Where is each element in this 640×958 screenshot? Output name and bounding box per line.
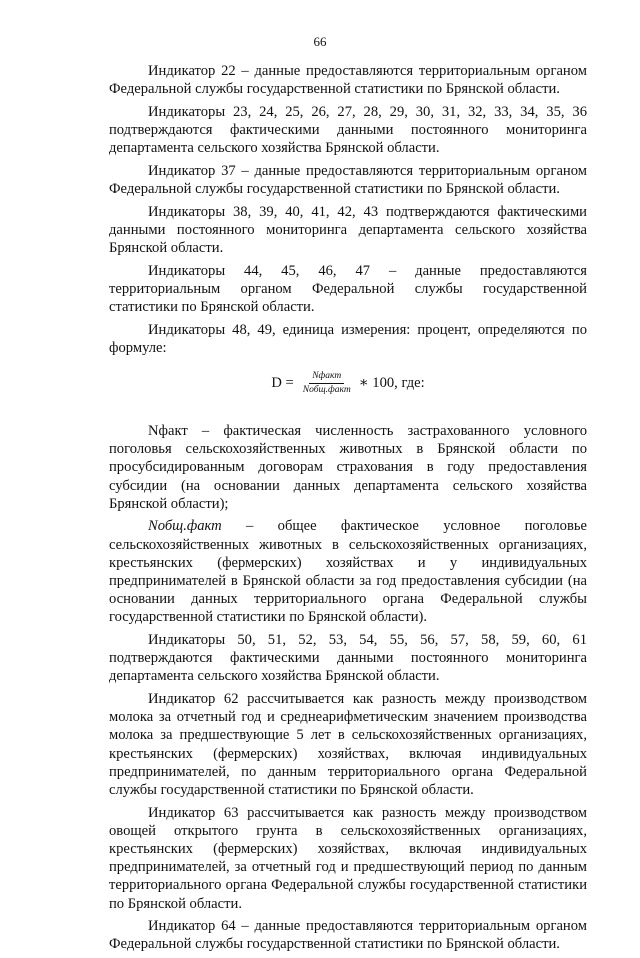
formula-rhs: ∗ 100, где: (358, 375, 425, 392)
formula-fraction (300, 371, 354, 396)
formula-denominator: Nобщ.факт (302, 385, 351, 395)
definition-n-obsch-fakt (109, 517, 587, 626)
page-number: 66 (313, 34, 327, 49)
paragraph-indicators-44-47: Индикаторы 44, 45, 46, 47 – данные предоставляются территориальным органом Федеральной службы государственной статистики по Брянской области. (109, 262, 587, 315)
paragraph-indicator-64: Индикатор 64 – данные предоставляются территориальным органом Федеральной службы государственной статистики по Брянской области. (109, 918, 587, 953)
formula-numerator: Nфакт (309, 371, 344, 384)
formula (109, 371, 587, 396)
paragraph-indicator-22: Индикатор 22 – данные предоставляются территориальным органом Федеральной службы государственной статистики по Брянской области. (109, 63, 587, 98)
definition-text: – общее фактическое условное поголовье сельскохозяйственных животных в сельскохозяйственных организациях, крестьянских (фермерских) хозяйствах и у индивидуальных предпринимателей в Брянской области за год предоставления субсидии (на основании данных территориального органа Федеральной службы государственной статистики по Брянской области). (109, 518, 587, 626)
formula-lhs: D = (271, 375, 294, 392)
paragraph-indicators-38-43: Индикаторы 38, 39, 40, 41, 42, 43 подтверждаются фактическими данными постоянного мониторинга департамента сельского хозяйства Брянской области. (109, 203, 587, 256)
paragraph-indicator-63: Индикатор 63 рассчитывается как разность между производством овощей открытого грунта в сельскохозяйственных организациях, крестьянских (фермерских) хозяйствах, включая индивидуальных предпринимателей, за отчетный год и предшествующий период по данным территориального органа Федеральной службы государственной статистики по Брянской области. (109, 804, 587, 912)
definition-term: Nобщ.факт (148, 518, 222, 535)
definition-term: Nфакт (148, 423, 188, 439)
document-body (109, 62, 587, 958)
paragraph-indicators-48-49: Индикаторы 48, 49, единица измерения: процент, определяются по формуле: (109, 321, 587, 356)
paragraph-indicators-50-61: Индикаторы 50, 51, 52, 53, 54, 55, 56, 57, 58, 59, 60, 61 подтверждаются фактическими данными постоянного мониторинга департамента сельского хозяйства Брянской области. (109, 632, 587, 685)
paragraph-indicator-62: Индикатор 62 рассчитывается как разность между производством молока за отчетный год и среднеарифметическим значением производства молока за предшествующие 5 лет в сельскохозяйственных организациях, крестьянских (фермерских) хозяйствах, включая индивидуальных предпринимателей, по данным территориального органа Федеральной службы государственной статистики по Брянской области. (109, 691, 587, 799)
paragraph-indicators-23-36: Индикаторы 23, 24, 25, 26, 27, 28, 29, 30, 31, 32, 33, 34, 35, 36 подтверждаются фактическими данными постоянного мониторинга департамента сельского хозяйства Брянской области. (109, 103, 587, 157)
definition-text: – фактическая численность застрахованного условного поголовья сельскохозяйственных животных в Брянской области по просубсидированным договорам страхования в году предоставления субсидии (на основании данных департамента сельского хозяйства Брянской области); (109, 423, 587, 512)
definition-n-fakt (109, 422, 587, 513)
paragraph-indicator-37: Индикатор 37 – данные предоставляются территориальным органом Федеральной службы государственной статистики по Брянской области. (109, 162, 587, 197)
